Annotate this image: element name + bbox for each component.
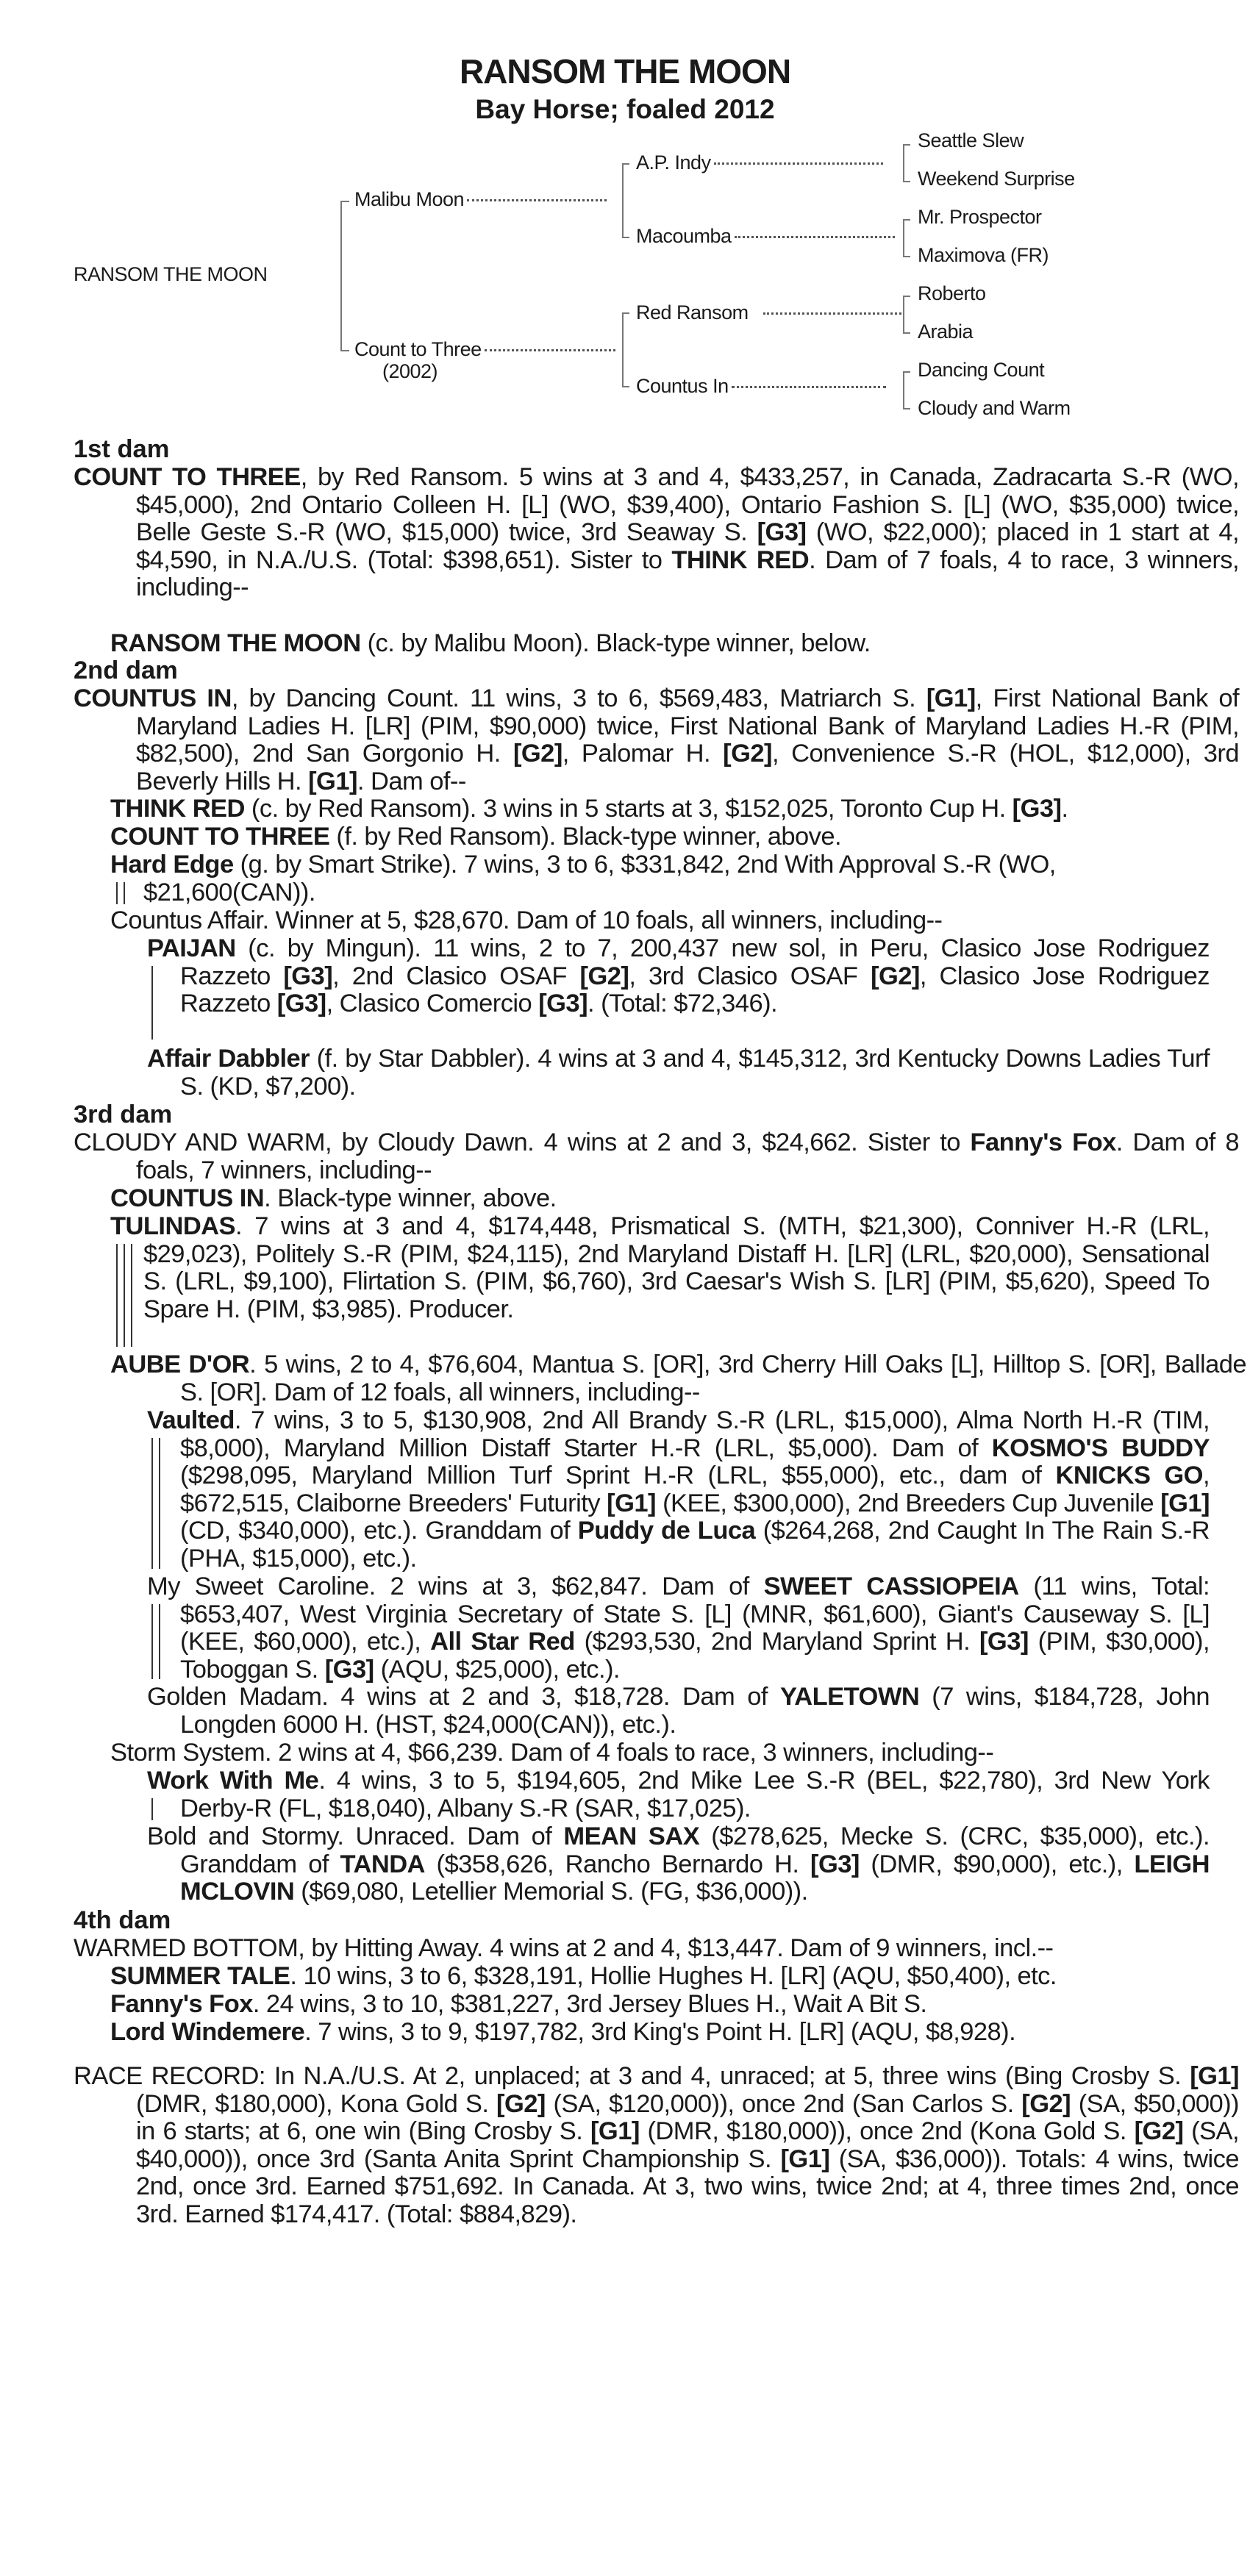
tulindas-entry: TULINDAS. 7 wins at 3 and 4, $174,448, Prismatical S. (MTH, $21,300), Conniver H.-R (LRL, $29,023), Politely S.-R (PIM, $24,115), 2nd Maryland Distaff H. [LR] (LRL, $20,000), Sensational S. (LRL, $9,100), Flirtation S. (PIM, $6,760), 3rd Caesar's Wish S. [LR] (PIM, $5,620), Speed To Spare H. (PIM, $3,985). Producer. [110,1212,1210,1323]
race-record-paragraph: RACE RECORD: In N.A./U.S. At 2, unplaced; at 3 and 4, unraced; at 5, three wins (Bing Crosby S. [G1] (DMR, $180,000), Kona Gold S. [G2] (SA, $120,000)), once 2nd (San Carlos S. [G2] (SA, $50,000)) in 6 starts; at 6, one win (Bing Crosby S. [G1] (DMR, $180,000)), once 2nd (Kona Gold S. [G2] (SA, $40,000)), once 3rd (Santa Anita Sprint Championship S. [G1] (SA, $36,000)). Totals: 4 wins, twice 2nd, once 3rd. Earned $751,692. In Canada. At 3, two wins, twice 2nd; at 4, three times 2nd, once 3rd. Earned $174,417. (Total: $884,829). [74,2062,1240,2228]
think-red-entry: THINK RED (c. by Red Ransom). 3 wins in 5 starts at 3, $152,025, Toronto Cup H. [G3]. [110,795,1068,823]
pedigree-ggp: Seattle Slew [918,129,1024,151]
work-with-me-entry: Work With Me. 4 wins, 3 to 5, $194,605, 2nd Mike Lee S.-R (BEL, $22,780), 3rd New York Derby-R (FL, $18,040), Albany S.-R (SAR, $17,025). [147,1767,1210,1822]
pedigree-ggp: Cloudy and Warm [918,397,1071,419]
section-heading-2nd-dam: 2nd dam [74,656,178,684]
aube-dor-entry: AUBE D'OR. 5 wins, 2 to 4, $76,604, Mantua S. [OR], 3rd Cherry Hill Oaks [L], Hilltop S. [OR], Ballade S. [OR]. Dam of 12 foals, all winners, including-- [110,1350,1246,1406]
affair-dabbler-entry: Affair Dabbler (f. by Star Dabbler). 4 wins at 3 and 4, $145,312, 3rd Kentucky Downs Ladies Turf S. (KD, $7,200). [147,1045,1210,1101]
pedigree-dam-dam: Countus In [636,375,886,398]
pedigree-subject: RANSOM THE MOON [74,263,268,285]
pedigree-dam: Count to Three [354,338,615,361]
lord-windemere-entry: Lord Windemere. 7 wins, 3 to 9, $197,782, 3rd King's Point H. [LR] (AQU, $8,928). [110,2018,1016,2046]
hard-edge-entry: Hard Edge (g. by Smart Strike). 7 wins, 3 to 6, $331,842, 2nd With Approval S.-R (WO, $21,600(CAN)). [110,851,1056,906]
pedigree-sire-dam: Macoumba [636,225,895,248]
pedigree-dam-sire: Red Ransom [636,301,901,324]
storm-system-entry: Storm System. 2 wins at 4, $66,239. Dam of 4 foals to race, 3 winners, including-- [110,1739,994,1767]
fourth-dam-paragraph: WARMED BOTTOM, by Hitting Away. 4 wins at 2 and 4, $13,447. Dam of 9 winners, incl.-- [74,1934,1054,1962]
first-dam-paragraph: COUNT TO THREE, by Red Ransom. 5 wins at 3 and 4, $433,257, in Canada, Zadracarta S.-R (WO, $45,000), 2nd Ontario Colleen H. [L] (WO, $39,400), Ontario Fashion S. [L] (WO, $35,000) twice, Belle Geste S.-R (WO, $15,000) twice, 3rd Seaway S. [G3] (WO, $22,000); placed in 1 start at 4, $4,590, in N.A./U.S. (Total: $398,651). Sister to THINK RED. Dam of 7 foals, 4 to race, 3 winners, including-- [74,463,1239,602]
pedigree-ggp: Mr. Prospector [918,206,1042,228]
section-heading-3rd-dam: 3rd dam [74,1101,173,1128]
page-title: RANSOM THE MOON [459,52,791,90]
pedigree-sire: Malibu Moon [354,188,607,211]
third-dam-paragraph: CLOUDY AND WARM, by Cloudy Dawn. 4 wins at 2 and 3, $24,662. Sister to Fanny's Fox. Dam of 8 foals, 7 winners, including-- [74,1128,1239,1184]
bold-and-stormy-entry: Bold and Stormy. Unraced. Dam of MEAN SAX ($278,625, Mecke S. (CRC, $35,000), etc.). Granddam of TANDA ($358,626, Rancho Bernardo H. [G3] (DMR, $90,000), etc.), LEIGH MCLOVIN ($69,080, Letellier Memorial S. (FG, $36,000)). [147,1822,1210,1906]
summer-tale-entry: SUMMER TALE. 10 wins, 3 to 6, $328,191, Hollie Hughes H. [LR] (AQU, $50,400), etc. [110,1962,1057,1990]
pedigree-ggp: Weekend Surprise [918,168,1075,190]
count-to-three-entry: COUNT TO THREE (f. by Red Ransom). Black-type winner, above. [110,823,842,851]
golden-madam-entry: Golden Madam. 4 wins at 2 and 3, $18,728. Dam of YALETOWN (7 wins, $184,728, John Longden 6000 H. (HST, $24,000(CAN)), etc.). [147,1683,1210,1739]
pedigree-ggp: Dancing Count [918,359,1045,381]
pedigree-ggp: Maximova (FR) [918,244,1049,266]
paijan-entry: PAIJAN (c. by Mingun). 11 wins, 2 to 7, 200,437 new sol, in Peru, Clasico Jose Rodriguez Razzeto [G3], 2nd Clasico OSAF [G2], 3rd Clasico OSAF [G2], Clasico Jose Rodriguez Razzeto [G3], Clasico Comercio [G3]. (Total: $72,346). [147,934,1210,1018]
second-dam-paragraph: COUNTUS IN, by Dancing Count. 11 wins, 3 to 6, $569,483, Matriarch S. [G1], First National Bank of Maryland Ladies H. [LR] (PIM, $90,000) twice, First National Bank of Maryland Ladies H.-R (PIM, $82,500), 2nd San Gorgonio H. [G2], Palomar H. [G2], Convenience S.-R (HOL, $12,000), 3rd Beverly Hills H. [G1]. Dam of-- [74,684,1239,795]
vaulted-entry: Vaulted. 7 wins, 3 to 5, $130,908, 2nd All Brandy S.-R (LRL, $15,000), Alma North H.-R (TIM, $8,000), Maryland Million Distaff Starter H.-R (LRL, $5,000). Dam of KOSMO'S BUDDY ($298,095, Maryland Million Turf Sprint H.-R (LRL, $55,000), etc., dam of KNICKS GO, $672,515, Claiborne Breeders' Futurity [G1] (KEE, $300,000), 2nd Breeders Cup Juvenile [G1] (CD, $340,000), etc.). Granddam of Puddy de Luca ($264,268, 2nd Caught In The Rain S.-R (PHA, $15,000), etc.). [147,1406,1210,1573]
pedigree-ggp: Arabia [918,321,974,343]
pedigree-sire-sire: A.P. Indy [636,151,883,174]
section-heading-4th-dam: 4th dam [74,1906,171,1934]
first-dam-foal: RANSOM THE MOON (c. by Malibu Moon). Black-type winner, below. [110,629,871,657]
my-sweet-caroline-entry: My Sweet Caroline. 2 wins at 3, $62,847. Dam of SWEET CASSIOPEIA (11 wins, Total: $653,407, West Virginia Secretary of State S. [L] (MNR, $61,600), Giant's Causeway S. [L] (KEE, $60,000), etc.), All Star Red ($293,530, 2nd Maryland Sprint H. [G3] (PIM, $30,000), Toboggan S. [G3] (AQU, $25,000), etc.). [147,1573,1210,1684]
countus-in-entry: COUNTUS IN. Black-type winner, above. [110,1184,557,1212]
pedigree-dam-year: (2002) [382,360,438,382]
section-heading-1st-dam: 1st dam [74,435,170,463]
pedigree-ggp: Roberto [918,282,986,304]
fannys-fox-entry: Fanny's Fox. 24 wins, 3 to 10, $381,227, 3rd Jersey Blues H., Wait A Bit S. [110,1990,927,2018]
countus-affair-entry: Countus Affair. Winner at 5, $28,670. Dam of 10 foals, all winners, including-- [110,906,943,934]
page-subtitle: Bay Horse; foaled 2012 [475,94,775,124]
